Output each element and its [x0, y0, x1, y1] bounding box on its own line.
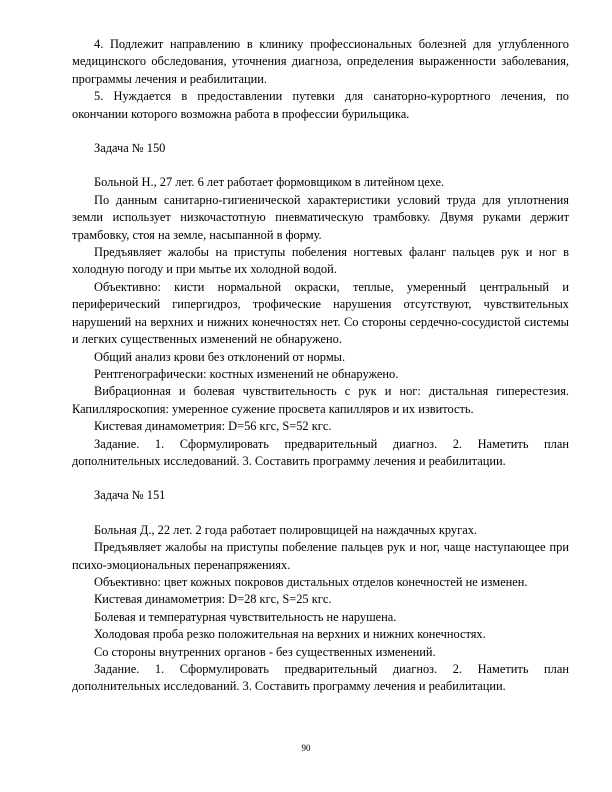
task-151-objective: Объективно: цвет кожных покровов дистальных отделов конечностей не изменен.	[94, 574, 528, 589]
task-150-xray: Рентгенографически: костных изменений не обнаружено.	[94, 366, 399, 381]
task-151-pain-sensitivity: Болевая и температурная чувствительность не нарушена.	[94, 609, 397, 624]
task-150-patient: Больной Н., 27 лет. 6 лет работает формовщиком в литейном цехе.	[94, 175, 445, 190]
task-150-complaints: Предъявляет жалобы на приступы побеления ногтевых фаланг пальцев рук и ног в холодную погоду и при мытье их холодной водой.	[72, 245, 569, 277]
paragraph-item-4: 4. Подлежит направлению в клинику профессиональных болезней для углубленного медицинского обследования, уточнения диагноза, определения выраженности заболевания, программы лечения и реабилитации.	[72, 37, 569, 86]
task-150-dynamometry: Кистевая динамометрия: D=56 кгс, S=52 кгс.	[94, 419, 332, 434]
paragraph-item-5: 5. Нуждается в предоставлении путевки для санаторно-курортного лечения, по окончании которого возможна работа в профессии бурильщика.	[72, 89, 569, 121]
task-150-sensitivity: Вибрационная и болевая чувствительность с рук и ног: дистальная гиперестезия. Капилляроскопия: умеренное сужение просвета капилляров и их извитость.	[72, 384, 569, 416]
task-151-complaints: Предъявляет жалобы на приступы побеление пальцев рук и ног, чаще наступающее при психо-эмоциональных перенапряжениях.	[72, 540, 569, 572]
task-150-objective: Объективно: кисти нормальной окраски, теплые, умеренный центральный и периферический гипергидроз, трофические нарушения отсутствуют, чувствительных нарушений на верхних и нижних конечностях нет. Со стороны сердечно-сосудистой системы и легких существенных изменений не обнаружено.	[72, 279, 569, 347]
task-151-patient: Больная Д., 22 лет. 2 года работает полировщицей на наждачных кругах.	[94, 522, 477, 537]
task-150-assignment: Задание. 1. Сформулировать предварительный диагноз. 2. Наметить план дополнительных исследований. 3. Составить программу лечения и реабилитации.	[72, 436, 569, 468]
task-150-blood-test: Общий анализ крови без отклонений от нормы.	[94, 349, 346, 364]
task-150-conditions: По данным санитарно-гигиенической характеристики условий труда для уплотнения земли использует низкочастотную пневматическую трамбовку. Двумя руками держит трамбовку, стоя на земле, насыпанной в форму.	[72, 192, 569, 242]
task-151-dynamometry: Кистевая динамометрия: D=28 кгс, S=25 кгс.	[94, 592, 332, 607]
task-151-title: Задача № 151	[94, 488, 166, 503]
task-150-title: Задача № 150	[94, 141, 166, 156]
document-page	[72, 36, 569, 696]
task-151-internal-organs: Со стороны внутренних органов - без существенных изменений.	[94, 644, 436, 659]
task-151-cold-test: Холодовая проба резко положительная на верхних и нижних конечностях.	[94, 627, 486, 642]
page-number: 90	[301, 743, 311, 753]
task-151-assignment: Задание. 1. Сформулировать предварительный диагноз. 2. Наметить план дополнительных исследований. 3. Составить программу лечения и реабилитации.	[72, 662, 569, 694]
